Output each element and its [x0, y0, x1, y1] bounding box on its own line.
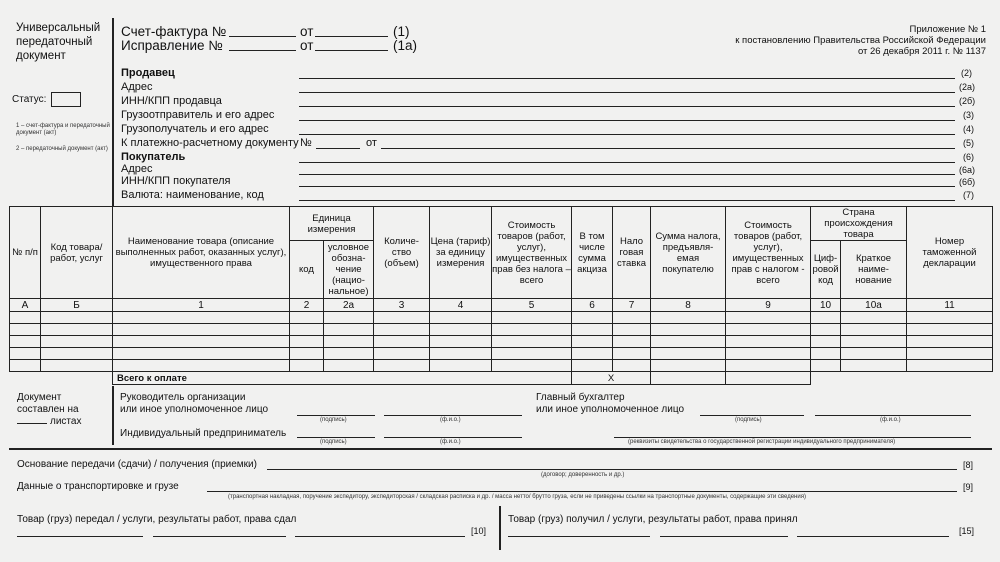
buyer-address-field[interactable]	[299, 174, 955, 175]
total-excise-x: X	[572, 372, 651, 385]
sheets-line: составлен на	[17, 404, 79, 415]
status-note-1: 1 – счет-фактура и передаточный документ (акт)	[16, 123, 110, 136]
colnum: 5	[492, 299, 572, 312]
header-rate: Нало говая ставка	[613, 207, 651, 299]
status-label: Статус:	[12, 94, 47, 105]
transport-ref: [9]	[963, 482, 974, 492]
header-cost-tax: Стоимость товаров (работ, услуг), имущественных прав с налогом - всего	[726, 207, 811, 299]
received-field-1[interactable]	[508, 536, 650, 537]
buyer-address-label: Адрес	[121, 163, 153, 175]
buyer-inn-ref: (6б)	[959, 177, 976, 187]
basis-label: Основание передачи (сдачи) / получения (приемки)	[17, 459, 257, 470]
doc-title-line: передаточный	[16, 36, 93, 48]
currency-field[interactable]	[299, 200, 955, 201]
entrepreneur-reg-caption: (реквизиты свидетельства о государственной регистрации индивидуального предпринимателя)	[628, 439, 896, 445]
total-row	[10, 372, 993, 385]
payment-doc-no: №	[300, 137, 312, 149]
head-fio-field[interactable]	[384, 415, 522, 416]
buyer-ref: (6)	[963, 152, 974, 162]
header-separator	[112, 18, 114, 206]
handed-field-1[interactable]	[17, 536, 143, 537]
accountant-fio-field[interactable]	[815, 415, 971, 416]
invoice-date-field[interactable]	[315, 36, 388, 37]
table-row[interactable]	[10, 312, 993, 324]
consignee-field[interactable]	[299, 134, 955, 135]
head-label-2: или иное уполномоченное лицо	[120, 404, 269, 415]
header-excise: В том числе сумма акциза	[572, 207, 613, 299]
correction-date-field[interactable]	[315, 50, 388, 51]
seller-inn-field[interactable]	[299, 106, 955, 107]
entrepreneur-reg-field[interactable]	[614, 437, 971, 438]
sheets-line: Документ	[17, 392, 62, 403]
basis-field[interactable]	[267, 469, 957, 470]
colnum: 6	[572, 299, 613, 312]
total-with-tax[interactable]	[726, 372, 811, 385]
status-note-2: 2 – передаточный документ (акт)	[16, 146, 108, 152]
payment-doc-ref: (5)	[963, 138, 974, 148]
invoice-label: Счет-фактура №	[121, 24, 227, 39]
header-unit: Единица измерения	[290, 207, 374, 241]
seller-field[interactable]	[299, 78, 955, 79]
buyer-inn-field[interactable]	[299, 186, 955, 187]
handed-label: Товар (груз) передал / услуги, результаты работ, права сдал	[17, 514, 297, 525]
header-country: Страна происхождения товара	[811, 207, 907, 241]
header-price: Цена (тариф) за единицу измерения	[430, 207, 492, 299]
transport-label: Данные о транспортировке и грузе	[17, 481, 179, 492]
transport-field[interactable]	[207, 491, 957, 492]
shipper-label: Грузоотправитель и его адрес	[121, 109, 275, 121]
table-row[interactable]	[10, 360, 993, 372]
seller-address-field[interactable]	[299, 92, 955, 93]
correction-number-field[interactable]	[229, 50, 296, 51]
currency-label: Валюта: наименование, код	[121, 189, 264, 201]
colnum: Б	[41, 299, 113, 312]
received-field-2[interactable]	[660, 536, 788, 537]
goods-table	[9, 206, 993, 385]
header-tax: Сумма налога, предъявля- емая покупателю	[651, 207, 726, 299]
accountant-fio-caption: (ф.и.о.)	[880, 417, 901, 423]
header-country-name: Краткое наиме- нование	[841, 241, 907, 299]
currency-ref: (7)	[963, 190, 974, 200]
correction-label: Исправление №	[121, 38, 223, 53]
received-field-3[interactable]	[797, 536, 949, 537]
appendix-line: Приложение № 1	[909, 24, 986, 35]
colnum: 2а	[324, 299, 374, 312]
colnum: 10а	[841, 299, 907, 312]
consignee-ref: (4)	[963, 124, 974, 134]
head-label-1: Руководитель организации	[120, 392, 246, 403]
header-num: № п/п	[10, 207, 41, 299]
table-row[interactable]	[10, 348, 993, 360]
colnum: 8	[651, 299, 726, 312]
sheets-count-field[interactable]	[17, 423, 47, 424]
doc-title-line: Универсальный	[16, 22, 101, 34]
colnum: 2	[290, 299, 324, 312]
appendix-line: от 26 декабря 2011 г. № 1137	[857, 46, 986, 57]
sheets-line	[17, 416, 81, 428]
table-row[interactable]	[10, 336, 993, 348]
header-customs: Номер таможенной декларации	[907, 207, 993, 299]
colnum: 4	[430, 299, 492, 312]
correction-from: от	[300, 38, 314, 53]
entrepreneur-label: Индивидуальный предприниматель	[120, 428, 287, 439]
accountant-label-1: Главный бухгалтер	[536, 392, 625, 403]
payment-doc-from: от	[366, 137, 377, 149]
colnum: 10	[811, 299, 841, 312]
handed-field-3[interactable]	[295, 536, 465, 537]
header-cost: Стоимость товаров (работ, услуг), имущественных прав без налога – всего	[492, 207, 572, 299]
received-label: Товар (груз) получил / услуги, результаты работ, права принял	[508, 514, 798, 525]
entrepreneur-signature-field[interactable]	[297, 437, 375, 438]
total-tax[interactable]	[651, 372, 726, 385]
consignee-label: Грузополучатель и его адрес	[121, 123, 269, 135]
colnum: 9	[726, 299, 811, 312]
buyer-inn-label: ИНН/КПП покупателя	[121, 175, 231, 187]
accountant-label-2: или иное уполномоченное лицо	[536, 404, 685, 415]
entrepreneur-signature-caption: (подпись)	[320, 439, 347, 445]
shipper-ref: (3)	[963, 110, 974, 120]
handed-ref: [10]	[471, 526, 487, 536]
transfer-separator	[499, 506, 501, 550]
buyer-field[interactable]	[299, 162, 955, 163]
head-signature-caption: (подпись)	[320, 417, 347, 423]
signature-separator	[112, 386, 114, 445]
head-signature-field[interactable]	[297, 415, 375, 416]
basis-caption: (договор; доверенность и др.)	[541, 472, 625, 478]
payment-doc-date-field[interactable]	[381, 148, 955, 149]
colnum: 1	[113, 299, 290, 312]
invoice-ref: (1)	[393, 24, 410, 39]
entrepreneur-fio-caption: (ф.и.о.)	[440, 439, 461, 445]
shipper-field[interactable]	[299, 120, 955, 121]
header-unit-name: условное обозна- чение (нацио- нальное)	[324, 241, 374, 299]
sheets-note	[17, 392, 81, 428]
handed-field-2[interactable]	[153, 536, 286, 537]
entrepreneur-fio-field[interactable]	[384, 437, 522, 438]
header-name: Наименование товара (описание выполненных работ, оказанных услуг), имущественного права	[113, 207, 290, 299]
received-ref: [15]	[959, 526, 975, 536]
seller-inn-ref: (2б)	[959, 96, 976, 106]
seller-inn-label: ИНН/КПП продавца	[121, 95, 222, 107]
sheets-label: листах	[50, 416, 82, 427]
doc-title	[16, 21, 100, 63]
colnum: 11	[907, 299, 993, 312]
colnum: 3	[374, 299, 430, 312]
payment-doc-label: К платежно-расчетному документу	[121, 137, 299, 149]
column-numbers-row	[10, 299, 993, 312]
header-code: Код товара/ работ, услуг	[41, 207, 113, 299]
invoice-number-field[interactable]	[229, 36, 296, 37]
header-unit-code: код	[290, 241, 324, 299]
table-row[interactable]	[10, 324, 993, 336]
basis-ref: [8]	[963, 460, 974, 470]
total-label: Всего к оплате	[113, 372, 572, 385]
seller-ref: (2)	[961, 68, 972, 78]
section-divider	[9, 448, 992, 450]
doc-title-line: документ	[16, 50, 66, 62]
colnum: А	[10, 299, 41, 312]
status-input[interactable]	[51, 92, 81, 107]
correction-ref: (1а)	[393, 38, 418, 53]
head-fio-caption: (ф.и.о.)	[440, 417, 461, 423]
colnum: 7	[613, 299, 651, 312]
header-qty: Количе- ство (объем)	[374, 207, 430, 299]
accountant-signature-field[interactable]	[700, 415, 804, 416]
appendix-line: к постановлению Правительства Российской Федерации	[735, 35, 986, 46]
header-country-code: Циф- ровой код	[811, 241, 841, 299]
seller-address-ref: (2а)	[959, 82, 976, 92]
seller-address-label: Адрес	[121, 81, 153, 93]
invoice-from: от	[300, 24, 314, 39]
buyer-label: Покупатель	[121, 151, 186, 163]
buyer-address-ref: (6а)	[959, 165, 976, 175]
transport-caption: (транспортная накладная, поручение экспедитору, экспедиторская / складская расписка и др. / масса нетто/ брутто груза, если не приведены ссылки на транспортные документы, содержащие эти сведения)	[228, 494, 806, 500]
seller-label: Продавец	[121, 67, 175, 79]
appendix-note	[735, 24, 986, 57]
accountant-signature-caption: (подпись)	[735, 417, 762, 423]
payment-doc-number-field[interactable]	[316, 148, 360, 149]
